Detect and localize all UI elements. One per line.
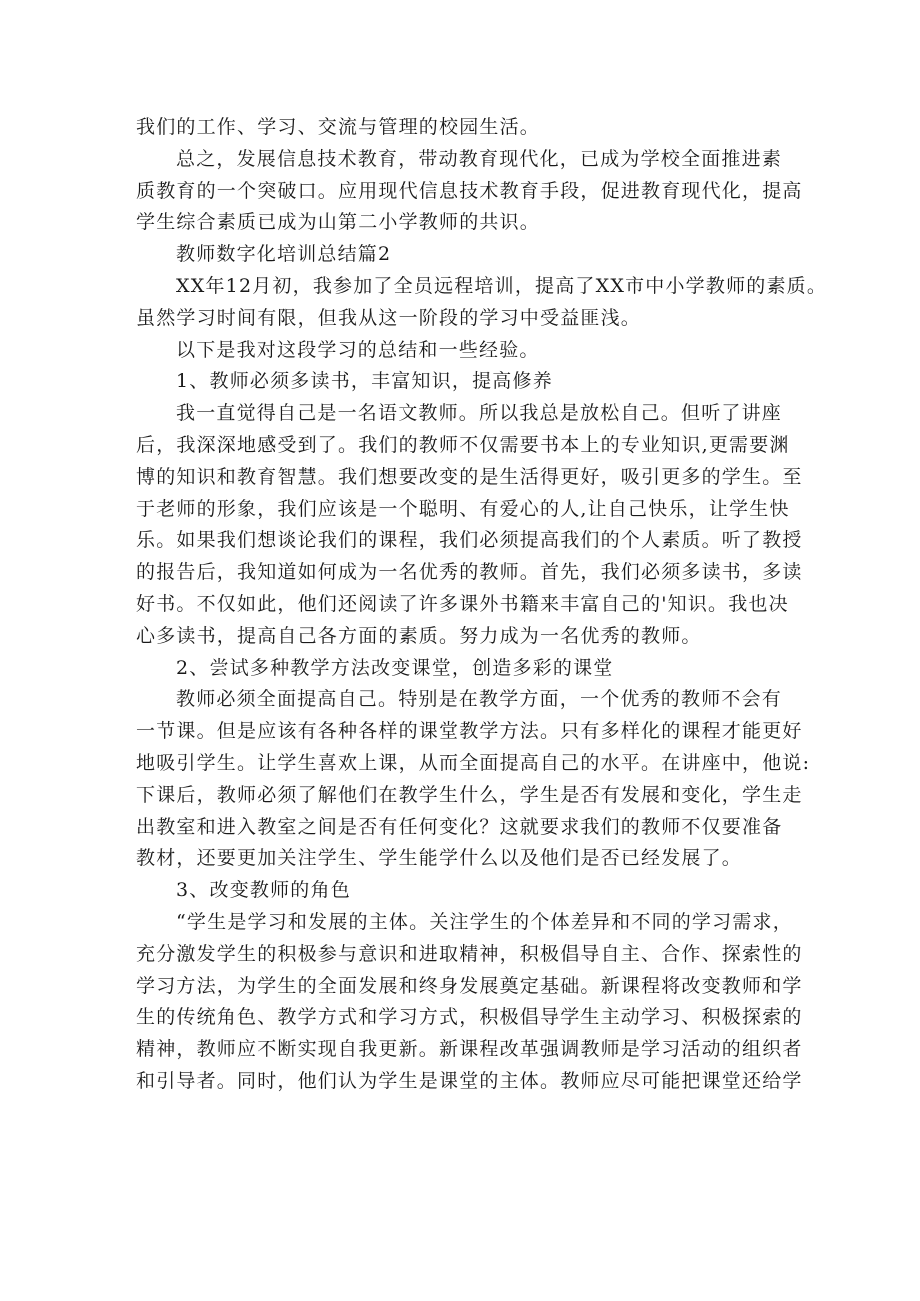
document-page bbox=[136, 112, 828, 1098]
text-line: 乐。如果我们想谈论我们的课程，我们必须提高我们的个人素质。听了教授 bbox=[136, 529, 803, 552]
text-line: XX年12月初，我参加了全员远程培训，提高了XX市中小学教师的素质。 bbox=[176, 274, 828, 297]
text-line: 学习方法，为学生的全面发展和终身发展奠定基础。新课程将改变教师和学 bbox=[136, 974, 803, 997]
text-line: 2、尝试多种教学方法改变课堂，创造多彩的课堂 bbox=[176, 656, 614, 679]
text-line: “学生是学习和发展的主体。关注学生的个体差异和不同的学习需求， bbox=[176, 910, 793, 933]
text-line: 精神，教师应不断实现自我更新。新课程改革强调教师是学习活动的组织者 bbox=[136, 1038, 803, 1061]
text-line: 下课后，教师必须了解他们在教学生什么，学生是否有发展和变化，学生走 bbox=[136, 783, 803, 806]
text-line: 生的传统角色、教学方式和学习方式，积极倡导学生主动学习、积极探索的 bbox=[136, 1006, 803, 1029]
text-line: 学生综合素质已成为山第二小学教师的共识。 bbox=[136, 211, 541, 234]
text-line: 教材，还要更加关注学生、学生能学什么以及他们是否已经发展了。 bbox=[136, 847, 743, 870]
text-line: 和引导者。同时，他们认为学生是课堂的主体。教师应尽可能把课堂还给学 bbox=[136, 1069, 803, 1092]
text-line: 出教室和进入教室之间是否有任何变化？这就要求我们的教师不仅要准备 bbox=[136, 815, 783, 838]
text-line: 虽然学习时间有限，但我从这一阶段的学习中受益匪浅。 bbox=[136, 306, 642, 329]
text-line: 总之，发展信息技术教育，带动教育现代化，已成为学校全面推进素 bbox=[176, 147, 783, 170]
text-line: 我们的工作、学习、交流与管理的校园生活。 bbox=[136, 116, 541, 138]
text-line: 教师必须全面提高自己。特别是在教学方面，一个优秀的教师不会有 bbox=[176, 688, 783, 711]
text-line: 以下是我对这段学习的总结和一些经验。 bbox=[176, 338, 540, 361]
text-line: 1、教师必须多读书，丰富知识，提高修养 bbox=[176, 370, 553, 393]
text-line: 的报告后，我知道如何成为一名优秀的教师。首先，我们必须多读书，多读 bbox=[136, 561, 803, 584]
text-line: 心多读书，提高自己各方面的素质。努力成为一名优秀的教师。 bbox=[136, 624, 702, 647]
text-line: 教师数字化培训总结篇2 bbox=[176, 243, 392, 266]
text-line: 3、改变教师的角色 bbox=[176, 879, 351, 902]
text-line: 好书。不仅如此，他们还阅读了许多课外书籍来丰富自己的'知识。我也决 bbox=[136, 592, 789, 615]
text-line: 地吸引学生。让学生喜欢上课，从而全面提高自己的水平。在讲座中，他说: bbox=[136, 751, 811, 774]
text-line: 一节课。但是应该有各种各样的课堂教学方法。只有多样化的课程才能更好 bbox=[136, 720, 803, 743]
text-line: 我一直觉得自己是一名语文教师。所以我总是放松自己。但听了讲座 bbox=[176, 402, 783, 425]
text-line: 博的知识和教育智慧。我们想要改变的是生活得更好，吸引更多的学生。至 bbox=[136, 465, 803, 488]
text-line: 后，我深深地感受到了。我们的教师不仅需要书本上的专业知识,更需要渊 bbox=[136, 433, 790, 456]
text-line: 于老师的形象，我们应该是一个聪明、有爱心的人,让自己快乐，让学生快 bbox=[136, 497, 790, 520]
text-line: 质教育的一个突破口。应用现代信息技术教育手段，促进教育现代化，提高 bbox=[136, 179, 803, 202]
text-line: 充分激发学生的积极参与意识和进取精神，积极倡导自主、合作、探索性的 bbox=[136, 942, 803, 965]
